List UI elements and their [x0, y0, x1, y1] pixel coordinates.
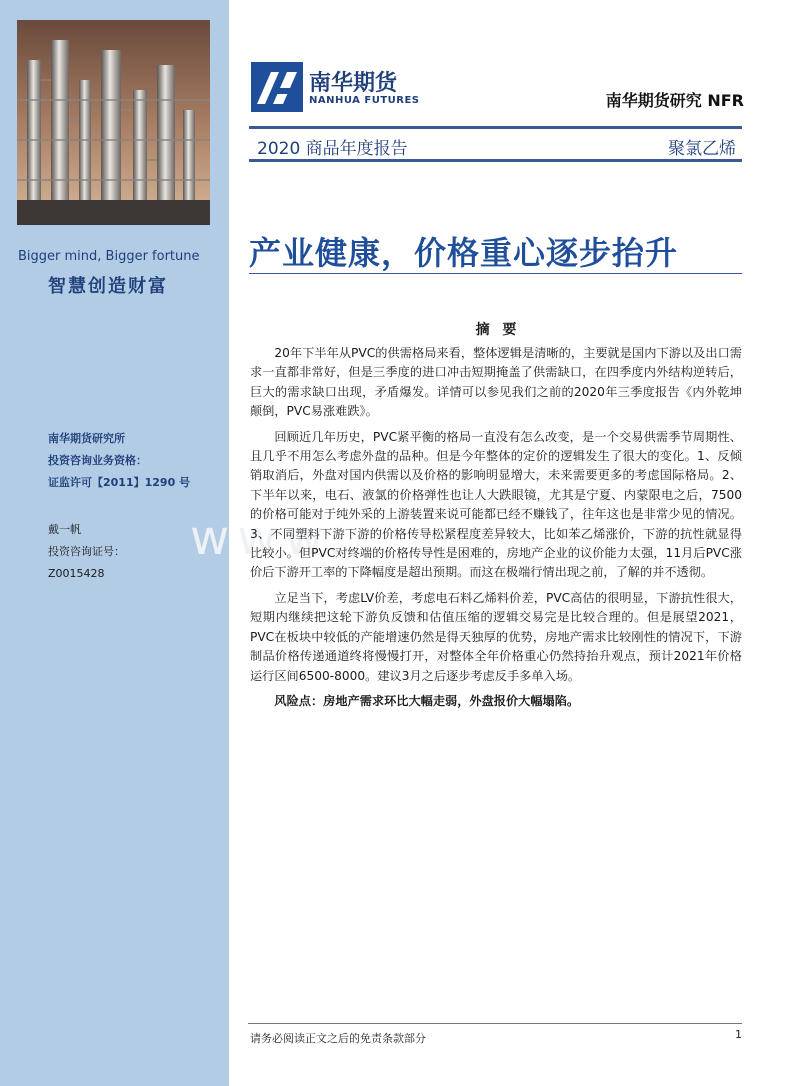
institute-info [48, 428, 190, 494]
analyst-name: 戴一帆 [48, 523, 81, 536]
license-number: 证监许可【2011】1290 号 [48, 476, 191, 489]
abstract-paragraph-2: 回顾近几年历史，PVC紧平衡的格局一直没有怎么改变，是一个交易供需季节周期性、且几乎不用怎么考虑外盘的品种。但是今年整体的定价的逻辑发生了很大的变化。1、反倾销取消后，外盘对国内供需以及价格的影响明显增大，未来需要更多的考虑国际格局。2、下半年以来，电石、液氯的价格弹性也让人大跌眼镜，尤其是宁夏、内蒙限电之后，7500的价格可能对于纯外采的上游装置来说可能都已经不赚钱了，往年这也是非常少见的情况。3、不同塑料下游下游的价格传导松紧程度差异较大，比如苯乙烯涨价，下游的抗性就显得比较小。但PVC对终端的价格传导性是困难的，房地产企业的议价能力太强，11月后PVC涨价后下游开工率的下降幅度是超出预期。而这在极端行情出现之前，了解的并不透彻。 [250, 429, 742, 580]
abstract-heading: 摘 要 [475, 322, 521, 338]
slogan-english: Bigger mind, Bigger fortune [18, 249, 200, 264]
analyst-cert-number: Z0015428 [48, 567, 105, 580]
disclaimer-note: 请务必阅读正文之后的免责条款部分 [250, 1032, 426, 1045]
analyst-info [48, 519, 125, 585]
watermark: www. [190, 510, 351, 566]
logo-text-english: NANHUA FUTURES [309, 95, 420, 106]
refinery-photo [17, 20, 210, 225]
commodity-name: 聚氯乙烯 [668, 139, 736, 159]
title-divider [249, 273, 742, 274]
abstract-paragraph-3: 立足当下，考虑LV价差，考虑电石料乙烯料价差，PVC高估的很明显，下游抗性很大，短期内继续把这轮下游负反馈和估值压缩的逻辑交易完是比较合理的。但是展望2021，PVC在板块中较低的产能增速仍然是得天独厚的优势，房地产需求比较刚性的情况下，下游制品价格传递通道终将慢慢打开，对整体全年价格重心仍然持抬升观点，预计2021年价格运行区间6500-8000。建议3月之后逐步考虑反手多单入场。 [250, 590, 742, 683]
slogan-chinese: 智慧创造财富 [48, 276, 168, 297]
analyst-cert-label: 投资咨询证号： [48, 545, 125, 558]
abstract-body [250, 344, 742, 717]
qualification-label: 投资咨询业务资格： [48, 454, 147, 467]
report-header-bar [249, 126, 742, 162]
research-brand: 南华期货研究 NFR [605, 91, 744, 110]
logo-icon [251, 62, 303, 112]
abstract-paragraph-1: 20年下半年从PVC的供需格局来看，整体逻辑是清晰的，主要就是国内下游以及出口需求一直都非常好，但是三季度的进口冲击短期掩盖了供需缺口，在四季度内外结构逆转后，巨大的需求缺口出现，矛盾爆发。详情可以参见我们之前的2020年三季度报告《内外乾坤颠倒，PVC易涨难跌》。 [250, 346, 742, 419]
company-logo [251, 62, 431, 112]
report-title: 产业健康，价格重心逐步抬升 [249, 234, 679, 272]
logo-text-chinese: 南华期货 [309, 71, 398, 96]
risk-statement: 风险点：房地产需求环比大幅走弱，外盘报价大幅塌陷。 [274, 693, 580, 708]
page-number: 1 [735, 1028, 742, 1041]
report-type: 2020 商品年度报告 [257, 139, 408, 159]
footer-divider [248, 1023, 742, 1024]
institute-name: 南华期货研究所 [48, 432, 125, 445]
